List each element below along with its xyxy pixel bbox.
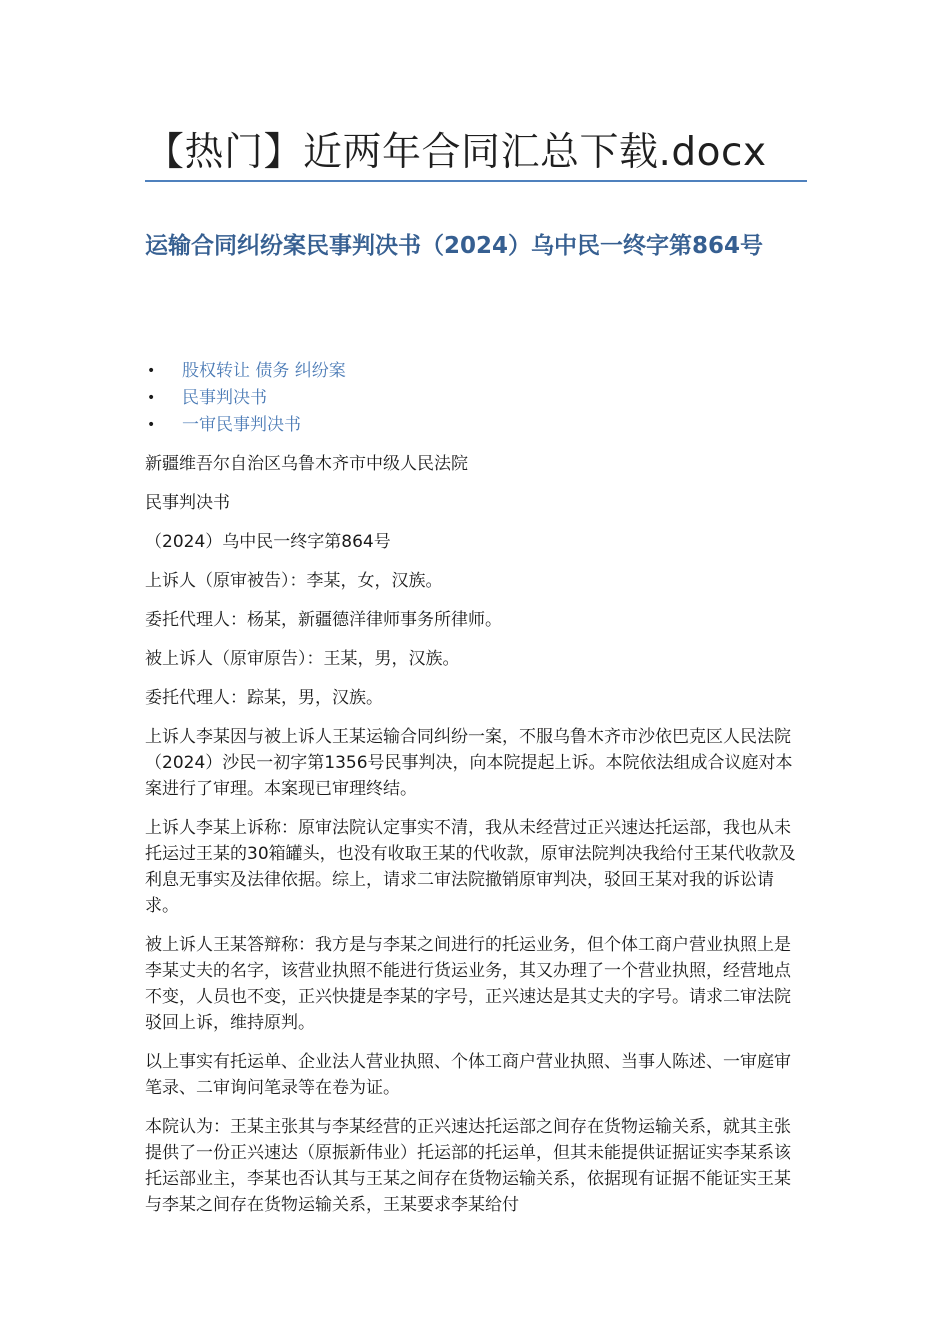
appellant-info: 上诉人（原审被告）：李某，女，汉族。 xyxy=(145,571,443,591)
tag-label[interactable]: 民事判决书 xyxy=(182,388,267,408)
court-opinion-paragraph: 本院认为：王某主张其与李某经营的正兴速达托运部之间存在货物运输关系，就其主张提供了一份正兴速达（原振新伟业）托运部的托运单，但其未能提供证据证实李某系该托运部业主，李某也否认其与王某之间存在货物运输关系，依据现有证据不能证实王某与李某之间存在货物运输关系，王某要求李某给付 xyxy=(145,1117,791,1215)
case-number: （2024）乌中民一终字第864号 xyxy=(145,532,391,552)
evidence-paragraph: 以上事实有托运单、企业法人营业执照、个体工商户营业执照、当事人陈述、一审庭审笔录、二审询问笔录等在卷为证。 xyxy=(145,1052,791,1098)
case-intro-paragraph: 上诉人李某因与被上诉人王某运输合同纠纷一案，不服乌鲁木齐市沙依巴克区人民法院（2024）沙民一初字第1356号民事判决，向本院提起上诉。本院依法组成合议庭对本案进行了审理。本案现已审理终结。 xyxy=(145,727,793,799)
tag-link[interactable] xyxy=(145,358,346,385)
appellee-agent-info: 委托代理人：踪某，男，汉族。 xyxy=(145,688,383,708)
defense-paragraph: 被上诉人王某答辩称：我方是与李某之间进行的托运业务，但个体工商户营业执照上是李某丈夫的名字，该营业执照不能进行货运业务，其又办理了一个营业执照，经营地点不变，人员也不变，正兴快捷是李某的字号，正兴速达是其丈夫的字号。请求二审法院驳回上诉，维持原判。 xyxy=(145,935,791,1033)
appellee-info: 被上诉人（原审原告）：王某，男，汉族。 xyxy=(145,649,460,669)
tag-list xyxy=(145,358,346,439)
document-body xyxy=(145,451,807,1231)
bullet-icon: • xyxy=(147,390,156,406)
bullet-icon: • xyxy=(147,417,156,433)
appeal-claim-paragraph: 上诉人李某上诉称：原审法院认定事实不清，我从未经营过正兴速达托运部，我也从未托运过王某的30箱罐头，也没有收取王某的代收款，原审法院判决我给付王某代收款及利息无事实及法律依据。综上，请求二审法院撤销原审判决，驳回王某对我的诉讼请求。 xyxy=(145,818,796,916)
bullet-icon: • xyxy=(147,363,156,379)
tag-link[interactable] xyxy=(145,385,346,412)
tag-label[interactable]: 股权转让 债务 纠纷案 xyxy=(182,361,346,381)
tag-label[interactable]: 一审民事判决书 xyxy=(182,415,301,435)
document-subtitle: 运输合同纠纷案民事判决书（2024）乌中民一终字第864号 xyxy=(145,233,764,259)
appellant-agent-info: 委托代理人：杨某，新疆德洋律师事务所律师。 xyxy=(145,610,502,630)
tag-link[interactable] xyxy=(145,412,346,439)
court-name: 新疆维吾尔自治区乌鲁木齐市中级人民法院 xyxy=(145,454,468,474)
document-title: 【热门】近两年合同汇总下载.docx xyxy=(145,130,767,175)
title-underline xyxy=(145,180,807,182)
document-type: 民事判决书 xyxy=(145,493,230,513)
